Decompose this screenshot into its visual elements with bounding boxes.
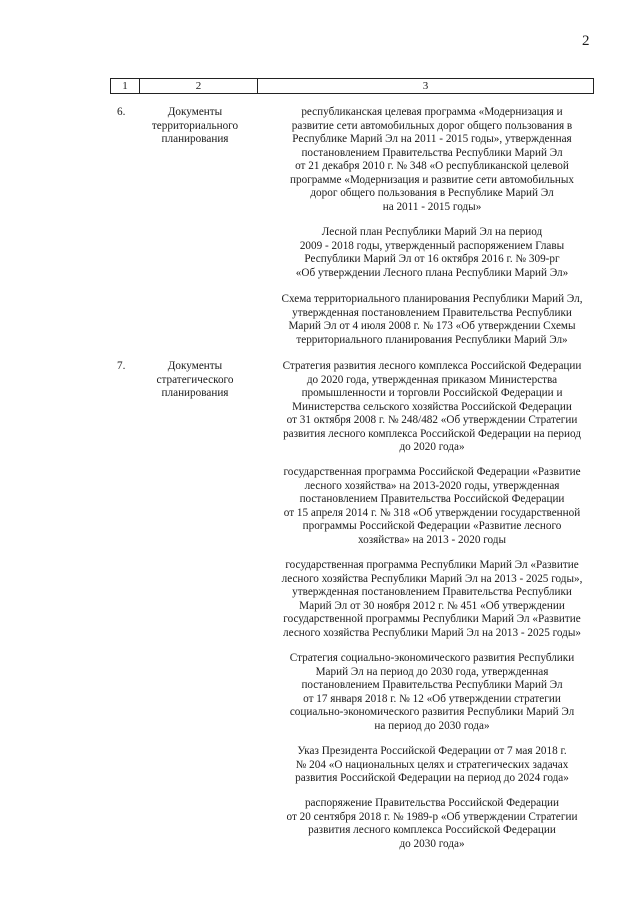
document-entry: Указ Президента Российской Федерации от 7 мая 2018 г. № 204 «О национальных целях и стратегических задачах развития Российской Федерации на период до 2024 года»	[295, 745, 569, 784]
row-number: 7.	[117, 360, 126, 372]
page-number: 2	[582, 33, 590, 49]
document-entry: Стратегия развития лесного комплекса Российской Федерации до 2020 года, утвержденная приказом Министерства промышленности и торговли Российской Федерации и Министерства сельского хозяйства Российской Федерации от 31 октября 2008 г. № 248/482 «Об утверждении Стратегии развития лесного комплекса Российской Федерации на период до 2020 года»	[282, 360, 582, 453]
column-header-3: 3	[258, 79, 594, 94]
document-entry: распоряжение Правительства Российской Федерации от 20 сентября 2018 г. № 1989-р «Об утверждении Стратегии развития лесного комплекса Российской Федерации до 2030 года»	[286, 797, 578, 850]
document-entry: Схема территориального планирования Республики Марий Эл, утвержденная постановлением Правительства Республики Марий Эл от 4 июля 2008 г. № 173 «Об утверждении Схемы территориального планирования Республики Марий Эл»	[281, 293, 583, 346]
column-header-table	[110, 78, 594, 94]
document-entry: Стратегия социально-экономического развития Республики Марий Эл на период до 2030 года, утвержденная постановлением Правительства Республики Марий Эл от 17 января 2018 г. № 12 «Об утверждении стратегии социально-экономического развития Республики Марий Эл на период до 2030 года»	[289, 652, 575, 732]
document-entry: республиканская целевая программа «Модернизация и развитие сети автомобильных дорог общего пользования в Республике Марий Эл на 2011 - 2015 годы», утвержденная постановлением Правительства Республики Марий Эл от 21 декабря 2010 г. № 348 «О республиканской целевой программе «Модернизация и развитие сети автомобильных дорог общего пользования в Республике Марий Эл на 2011 - 2015 годы»	[290, 106, 574, 213]
document-type: Документы стратегического планирования	[156, 360, 234, 399]
document-entry: государственная программа Российской Федерации «Развитие лесного хозяйства» на 2013-2020 годы, утвержденная постановлением Правительства Российской Федерации от 15 апреля 2014 г. № 318 «Об утверждении государственной программы Российской Федерации «Развитие лесного хозяйства» на 2013 - 2020 годы	[283, 466, 581, 546]
document-entry: Лесной план Республики Марий Эл на период 2009 - 2018 годы, утвержденный распоряжением Главы Республики Марий Эл от 16 октября 2016 г. № 309-рг «Об утверждении Лесного плана Республики Марий Эл»	[295, 226, 569, 279]
row-number: 6.	[117, 106, 126, 118]
column-header-1: 1	[111, 79, 140, 94]
document-entry: государственная программа Республики Марий Эл «Развитие лесного хозяйства Республики Марий Эл на 2013 - 2025 годы», утвержденная постановлением Правительства Республики Марий Эл от 30 ноября 2012 г. № 451 «Об утверждении государственной программы Республики Марий Эл «Развитие лесного хозяйства Республики Марий Эл на 2013 - 2025 годы»	[281, 559, 583, 639]
document-type: Документы территориального планирования	[151, 106, 239, 145]
column-header-2: 2	[140, 79, 258, 94]
